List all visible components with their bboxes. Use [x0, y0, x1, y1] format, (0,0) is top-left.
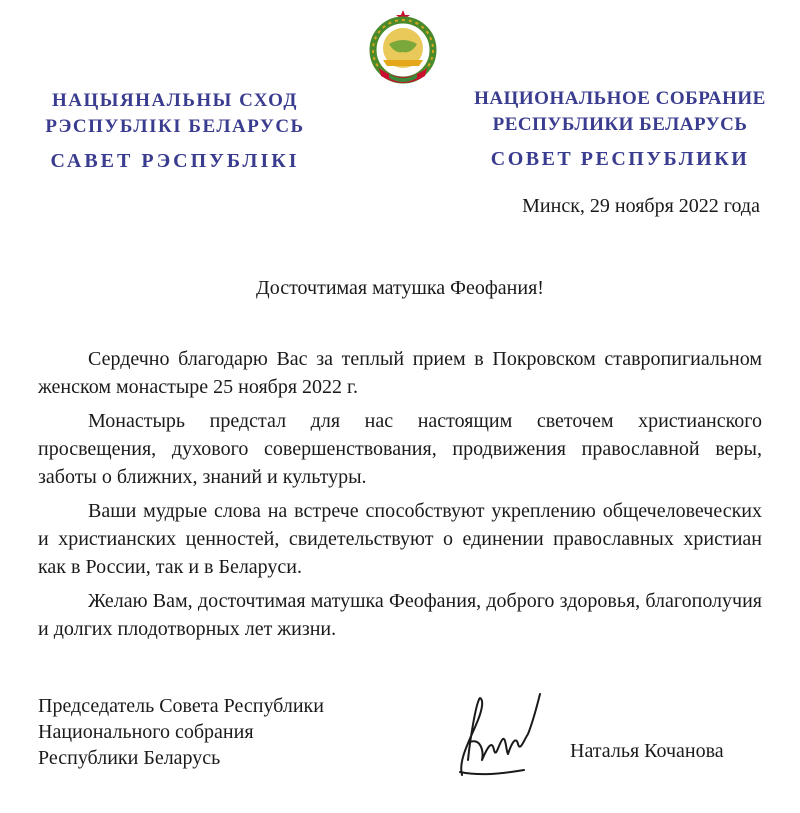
header-russian	[455, 86, 785, 172]
handwritten-signature	[440, 680, 560, 790]
paragraph: Монастырь предстал для нас настоящим светочем христианского просвещения, духового совершенствования, продвижения православной веры, заботы о ближних, знаний и культуры.	[38, 410, 762, 488]
coat-of-arms-emblem	[365, 8, 441, 88]
header-by-line3: САВЕТ РЭСПУБЛІКІ	[50, 150, 300, 172]
letter-body	[38, 345, 762, 649]
signer-title-line3: Республики Беларусь	[38, 747, 221, 769]
header-belarusian	[20, 88, 330, 174]
signer-title-line2: Национального собрания	[38, 721, 254, 743]
salutation: Досточтимая матушка Феофания!	[256, 277, 544, 299]
signer-title	[38, 693, 324, 771]
header-ru-line2: РЕСПУБЛИКИ БЕЛАРУСЬ	[492, 114, 748, 135]
paragraph: Сердечно благодарю Вас за теплый прием в Покровском ставропигиальном женском монастыре 25 ноября 2022 г.	[38, 348, 762, 398]
letter-date: Минск, 29 ноября 2022 года	[522, 195, 760, 217]
header-ru-line3: СОВЕТ РЕСПУБЛИКИ	[490, 148, 750, 170]
header-by-line1: НАЦЫЯНАЛЬНЫ СХОД	[52, 90, 298, 111]
signer-name: Наталья Кочанова	[570, 740, 724, 762]
signer-title-line1: Председатель Совета Республики	[38, 695, 324, 717]
paragraph: Желаю Вам, досточтимая матушка Феофания, доброго здоровья, благополучия и долгих плодотворных лет жизни.	[38, 590, 762, 640]
header-ru-line1: НАЦИОНАЛЬНОЕ СОБРАНИЕ	[474, 88, 766, 109]
paragraph: Ваши мудрые слова на встрече способствуют укреплению общечеловеческих и христианских ценностей, свидетельствуют о единении православных христиан как в России, так и в Беларуси.	[38, 500, 762, 578]
header-by-line2: РЭСПУБЛІКІ БЕЛАРУСЬ	[45, 116, 305, 137]
